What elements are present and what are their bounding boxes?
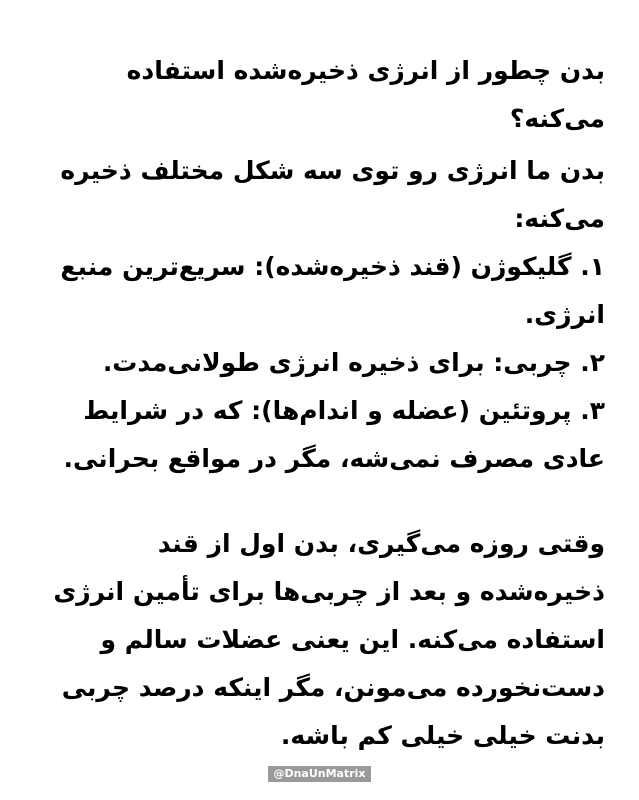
watermark-label: @DnaUnMatrix <box>268 766 370 782</box>
storage-list <box>34 243 605 483</box>
intro-paragraph: بدن ما انرژی رو توی سه شکل مختلف ذخیره می‌کنه: <box>60 156 605 233</box>
post-title: بدن چطور از انرژی ذخیره‌شده استفاده می‌کنه؟ <box>126 56 605 133</box>
watermark <box>0 762 639 782</box>
list-item: ۲. چربی: برای ذخیره انرژی طولانی‌مدت. <box>102 348 605 377</box>
list-item: ۳. پروتئین (عضله و اندام‌ها): که در شرایط عادی مصرف نمی‌شه، مگر در مواقع بحرانی. <box>63 396 605 473</box>
closing-paragraph: وقتی روزه می‌گیری، بدن اول از قند ذخیره‌شده و بعد از چربی‌ها برای تأمین انرژی استفاده می‌کنه. این یعنی عضلات سالم و دست‌نخورده می‌مونن، مگر اینکه درصد چربی بدنت خیلی خیلی کم باشه. <box>53 529 605 750</box>
list-item: ۱. گلیکوژن (قند ذخیره‌شده): سریع‌ترین منبع انرژی. <box>60 252 605 329</box>
